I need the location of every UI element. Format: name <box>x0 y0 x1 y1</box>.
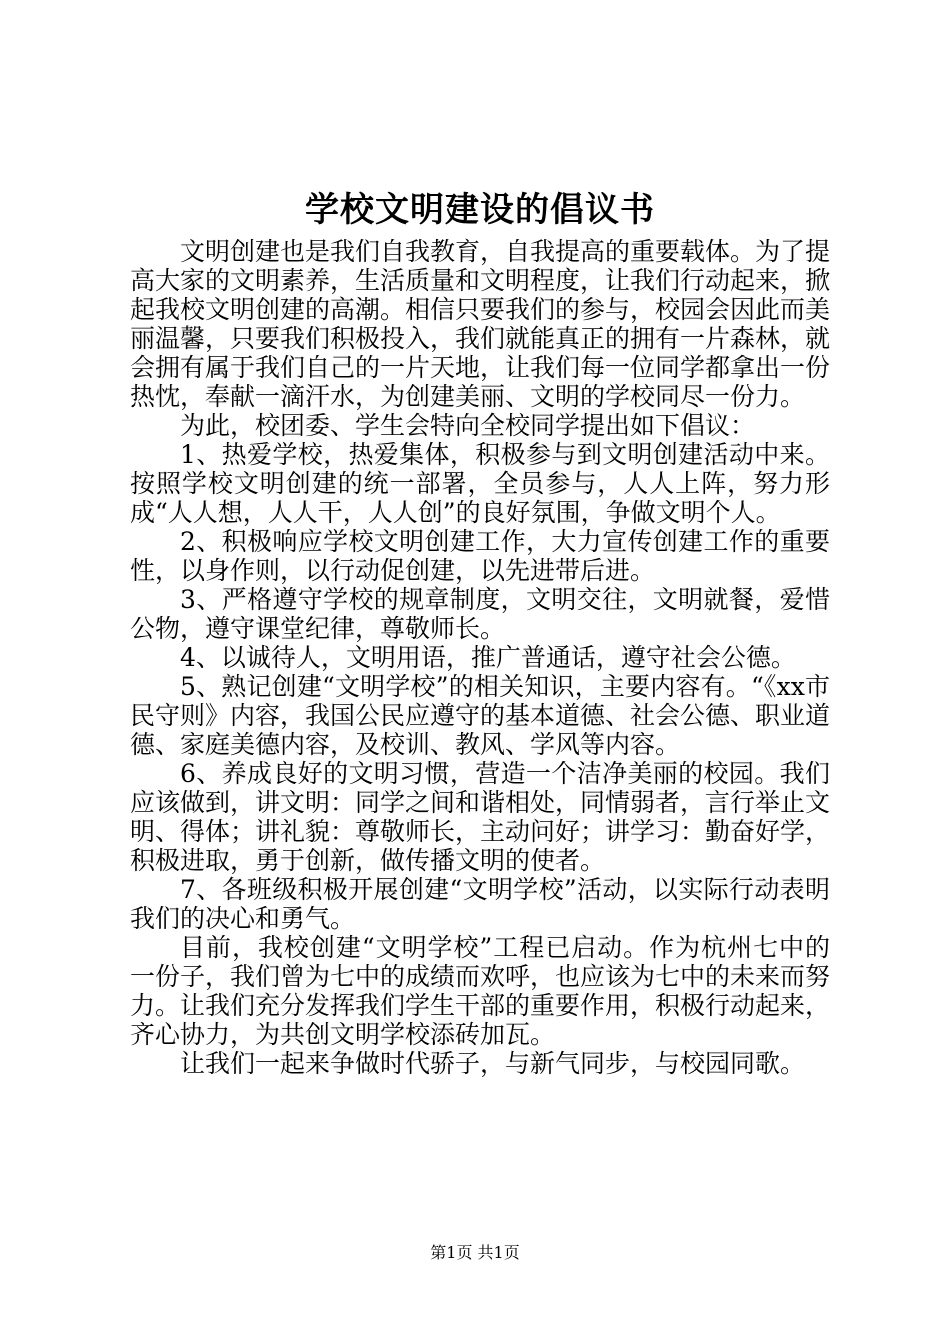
paragraph-item-4: 4、以诚待人，文明用语，推广普通话，遵守社会公德。 <box>180 643 796 672</box>
paragraph-current-status: 目前，我校创建“文明学校”工程已启动。作为杭州七中的一份子，我们曾为七中的成绩而欢呼，也应该为七中的未来而努力。让我们充分发挥我们学生干部的重要作用，积极行动起来，齐心协力，为共创文明学校添砖加瓦。 <box>130 933 831 1049</box>
paragraph-closing: 让我们一起来争做时代骄子，与新气同步，与校园同歌。 <box>180 1049 806 1078</box>
paragraph-item-1: 1、热爱学校，热爱集体，积极参与到文明创建活动中来。按照学校文明创建的统一部署，全员参与，人人上阵，努力形成“人人想，人人干，人人创”的良好氛围，争做文明个人。 <box>130 440 830 527</box>
page-footer: 第1页 共1页 <box>430 1243 520 1262</box>
paragraph-item-2: 2、积极响应学校文明创建工作，大力宣传创建工作的重要性，以身作则，以行动促创建，以先进带后进。 <box>130 527 830 585</box>
paragraph-intro: 文明创建也是我们自我教育，自我提高的重要载体。为了提高大家的文明素养，生活质量和文明程度，让我们行动起来，掀起我校文明创建的高潮。相信只要我们的参与，校园会因此而美丽温馨，只要我们积极投入，我们就能真正的拥有一片森林，就会拥有属于我们自己的一片天地，让我们每一位同学都拿出一份热忱，奉献一滴汗水，为创建美丽、文明的学校同尽一份力。 <box>130 237 831 411</box>
paragraph-item-7: 7、各班级积极开展创建“文明学校”活动，以实际行动表明我们的决心和勇气。 <box>130 875 830 933</box>
document-title: 学校文明建设的倡议书 <box>305 190 655 230</box>
document-page <box>130 185 830 1078</box>
paragraph-item-3: 3、严格遵守学校的规章制度，文明交往，文明就餐，爱惜公物，遵守课堂纪律，尊敬师长。 <box>130 585 830 643</box>
paragraph-item-5: 5、熟记创建“文明学校”的相关知识，主要内容有。“《xx市民守则》内容，我国公民应遵守的基本道德、社会公德、职业道德、家庭美德内容，及校训、教风、学风等内容。 <box>130 672 831 759</box>
paragraph-item-6: 6、养成良好的文明习惯，营造一个洁净美丽的校园。我们应该做到，讲文明：同学之间和谐相处，同情弱者，言行举止文明、得体；讲礼貌：尊敬师长，主动问好；讲学习：勤奋好学，积极进取，勇于创新，做传播文明的使者。 <box>130 759 831 875</box>
paragraph-proposal-lead: 为此，校团委、学生会特向全校同学提出如下倡议： <box>180 411 756 440</box>
